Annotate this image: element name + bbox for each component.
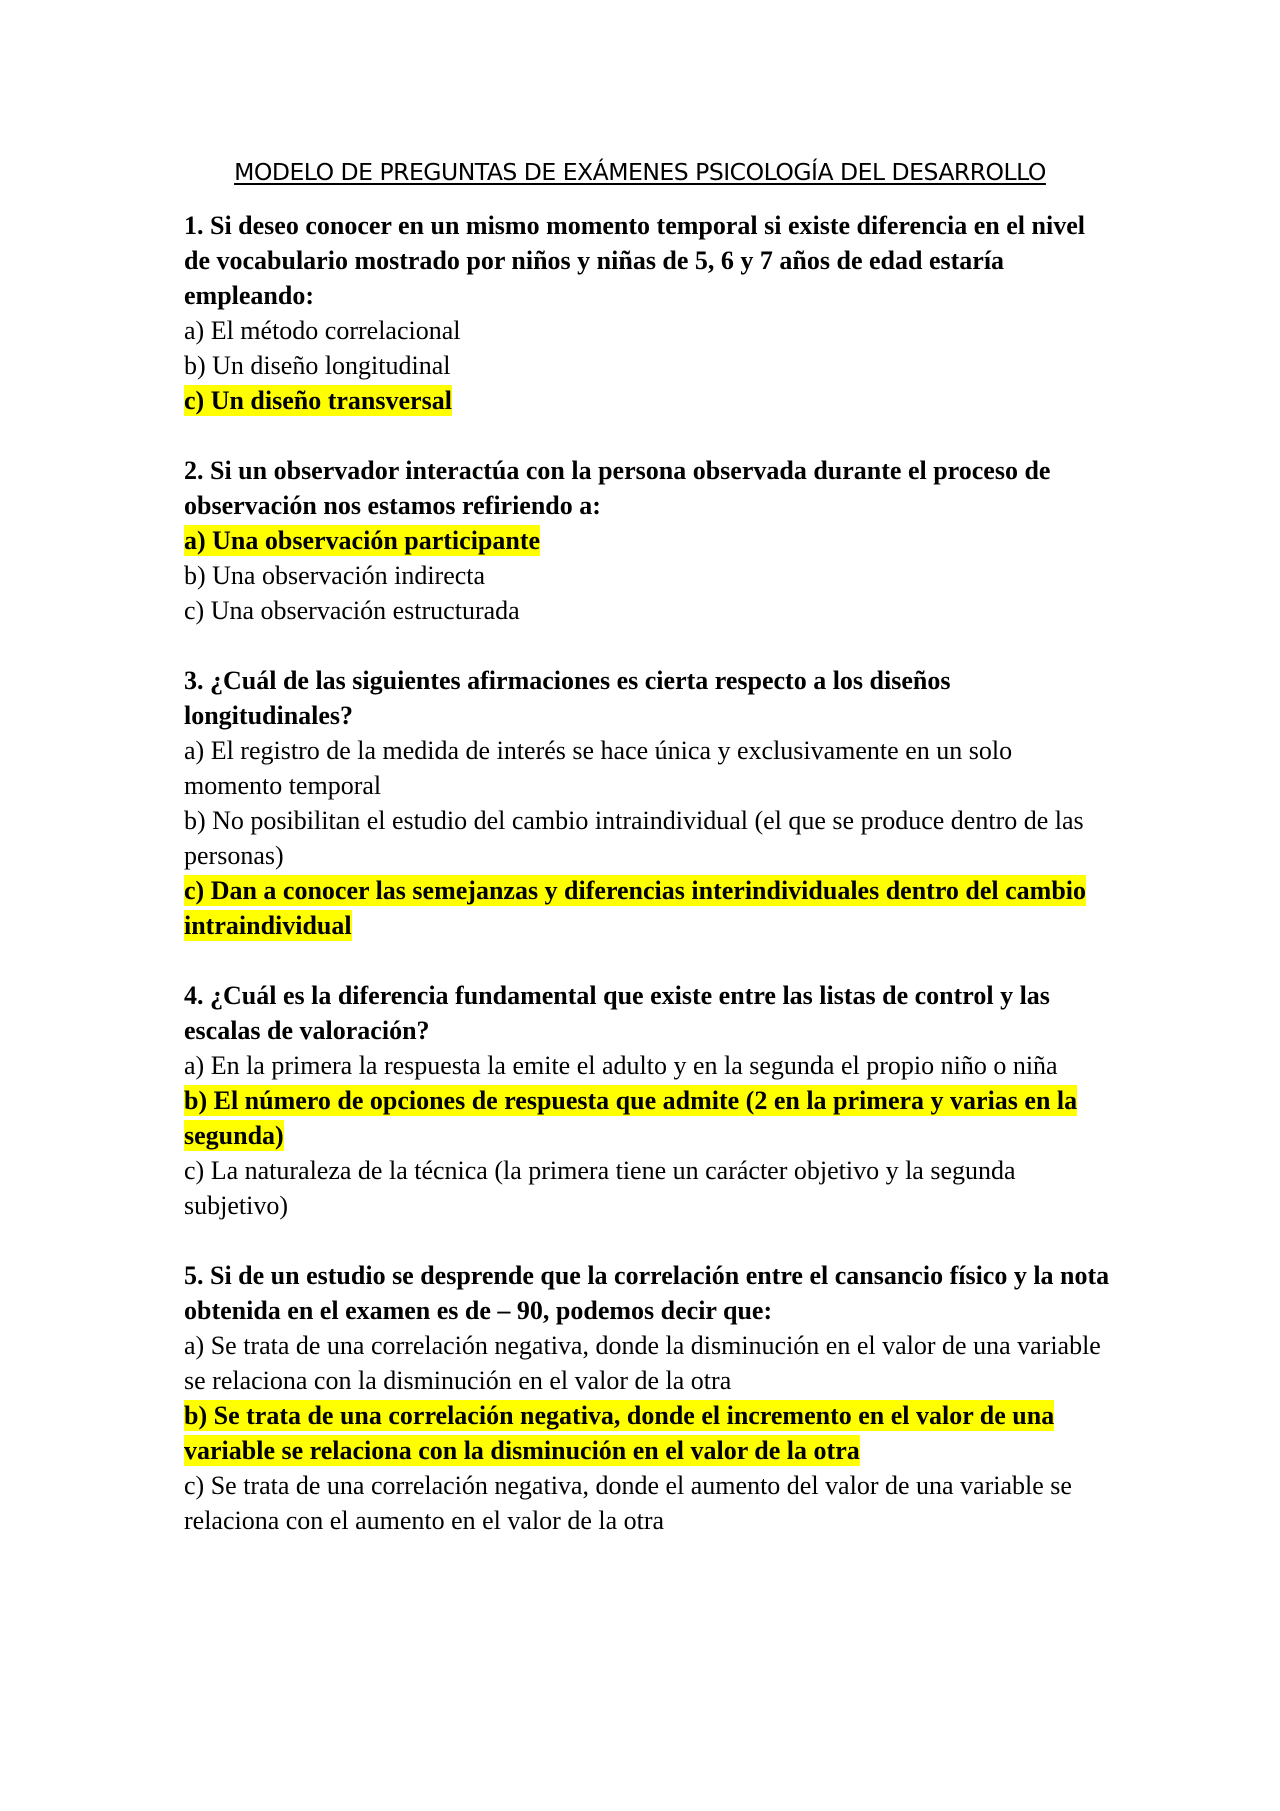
question-block: [184, 1258, 1114, 1538]
question-block: [184, 663, 1114, 943]
question-stem: 4. ¿Cuál es la diferencia fundamental que existe entre las listas de control y las escalas de valoración?: [184, 981, 1050, 1045]
answer-option: b) No posibilitan el estudio del cambio intraindividual (el que se produce dentro de las personas): [184, 806, 1084, 870]
answer-option: a) El registro de la medida de interés se hace única y exclusivamente en un solo momento temporal: [184, 736, 1013, 800]
correct-answer-option: [184, 1083, 1114, 1153]
answer-option: b) Un diseño longitudinal: [184, 351, 451, 380]
question-block: [184, 208, 1114, 418]
highlighted-answer-text: a) Una observación participante: [184, 526, 541, 555]
answer-option: a) En la primera la respuesta la emite el adulto y en la segunda el propio niño o niña: [184, 1051, 1058, 1080]
question-stem: 3. ¿Cuál de las siguientes afirmaciones es cierta respecto a los diseños longitudinales?: [184, 666, 951, 730]
question-block: [184, 978, 1114, 1223]
question-list: [184, 208, 1114, 1573]
highlighted-answer-text: c) Un diseño transversal: [184, 386, 452, 415]
question-stem: 2. Si un observador interactúa con la persona observada durante el proceso de observación nos estamos refiriendo a:: [184, 456, 1051, 520]
answer-option: b) Una observación indirecta: [184, 561, 486, 590]
answer-option: a) Se trata de una correlación negativa, donde la disminución en el valor de una variable se relaciona con la disminución en el valor de la otra: [184, 1331, 1101, 1395]
answer-option: c) Se trata de una correlación negativa, donde el aumento del valor de una variable se relaciona con el aumento en el valor de la otra: [184, 1471, 1072, 1535]
correct-answer-option: [184, 873, 1114, 943]
question-block: [184, 453, 1114, 628]
highlighted-answer-text: b) Se trata de una correlación negativa, donde el incremento en el valor de una variable se relaciona con la disminución en el valor de la otra: [184, 1401, 1055, 1465]
document-title: MODELO DE PREGUNTAS DE EXÁMENES PSICOLOGÍA DEL DESARROLLO: [234, 158, 1046, 186]
answer-option: c) La naturaleza de la técnica (la primera tiene un carácter objetivo y la segunda subjetivo): [184, 1156, 1016, 1220]
question-stem: 5. Si de un estudio se desprende que la correlación entre el cansancio físico y la nota obtenida en el examen es de – 90, podemos decir que:: [184, 1261, 1110, 1325]
correct-answer-option: [184, 523, 1114, 558]
highlighted-answer-text: c) Dan a conocer las semejanzas y diferencias interindividuales dentro del cambio intraindividual: [184, 876, 1087, 940]
correct-answer-option: [184, 383, 1114, 418]
highlighted-answer-text: b) El número de opciones de respuesta que admite (2 en la primera y varias en la segunda): [184, 1086, 1078, 1150]
answer-option: a) El método correlacional: [184, 316, 461, 345]
answer-option: c) Una observación estructurada: [184, 596, 520, 625]
correct-answer-option: [184, 1398, 1114, 1468]
question-stem: 1. Si deseo conocer en un mismo momento temporal si existe diferencia en el nivel de vocabulario mostrado por niños y niñas de 5, 6 y 7 años de edad estaría empleando:: [184, 211, 1085, 310]
